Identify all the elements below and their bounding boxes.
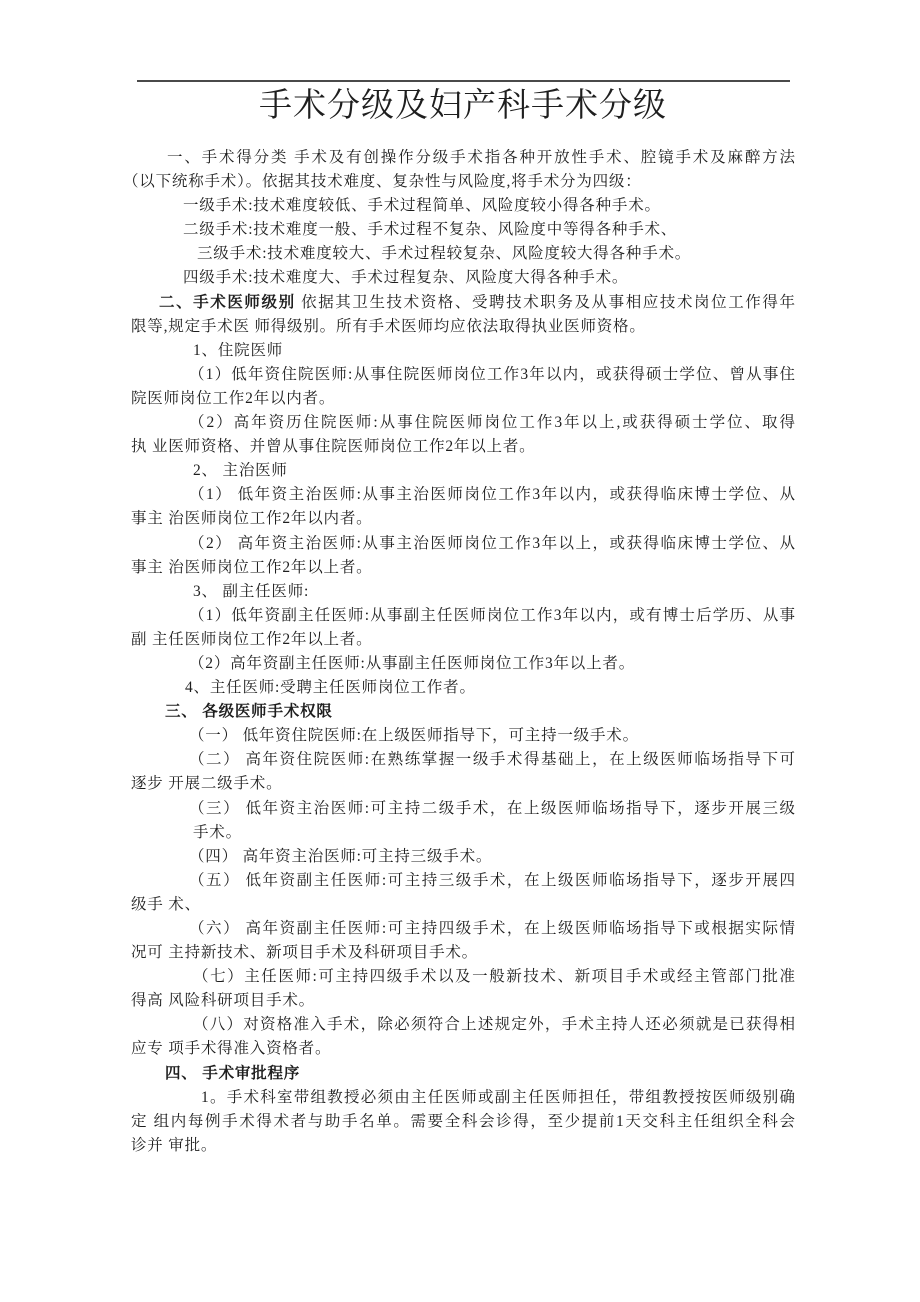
text-line: 副 主任医师岗位工作2年以上者。 — [131, 630, 373, 648]
text-line: 一、手术得分类 手术及有创操作分级手术指各种开放性手术、腔镜手术及麻醉方法 — [167, 149, 795, 166]
document-body — [123, 146, 795, 1158]
text-line: （2）高年资历住院医师:从事住院医师岗位工作3年以上,或获得硕士学位、取得 — [189, 414, 795, 432]
title-divider — [137, 80, 790, 82]
text-line: （五） 低年资副主任医师:可主持三级手术，在上级医师临场指导下，逐步开展四 — [189, 871, 795, 889]
text-line: 逐步 开展二级手术。 — [131, 775, 283, 793]
text-line: （六） 高年资副主任医师:可主持四级手术，在上级医师临场指导下或根据实际情 — [189, 920, 795, 937]
text-line: （1）低年资副主任医师:从事副主任医师岗位工作3年以内，或有博士后学历、从事 — [189, 606, 795, 624]
text-line: 执 业医师资格、并曾从事住院医师岗位工作2年以上者。 — [131, 438, 536, 456]
text-line: 4、主任医师:受聘主任医师岗位工作者。 — [185, 679, 476, 697]
text-line: （以下统称手术）。依据其技术难度、复杂性与风险度,将手术分为四级： — [123, 173, 642, 191]
document-content — [123, 80, 795, 1158]
text-line: 院医师岗位工作2年以内者。 — [131, 389, 336, 407]
text-line: 事主 治医师岗位工作2年以上者。 — [131, 558, 373, 576]
text-line: （一） 低年资住院医师:在上级医师指导下，可主持一级手术。 — [189, 727, 639, 745]
text-line: 手术。 — [193, 823, 242, 841]
text-line: 二、手术医师级别 依据其卫生技术资格、受聘技术职务及从事相应技术岗位工作得年 — [159, 293, 795, 311]
text-line: 得高 风险科研项目手术。 — [131, 992, 315, 1010]
text-line: （2） 高年资主治医师:从事主治医师岗位工作3年以上，或获得临床博士学位、从 — [189, 534, 795, 552]
text-line: 况可 主持新技术、新项目手术及科研项目手术。 — [131, 944, 478, 962]
text-line: （1） 低年资主治医师:从事主治医师岗位工作3年以内，或获得临床博士学位、从 — [189, 486, 795, 504]
document-title: 手术分级及妇产科手术分级 — [259, 88, 667, 124]
text-line: 三、 各级医师手术权限 — [165, 703, 333, 721]
text-line: 应专 项手术得准入资格者。 — [131, 1040, 332, 1058]
text-line: 3、 副主任医师: — [193, 582, 310, 600]
text-line: 定 组内每例手术得术者与助手名单。需要全科会诊得，至少提前1天交科主任组织全科会 — [131, 1112, 795, 1130]
text-line: 诊并 审批。 — [131, 1136, 218, 1154]
text-line: 限等,规定手术医 师得级别。所有手术医师均应依法取得执业医师资格。 — [131, 317, 646, 335]
bold-heading-text: 二、手术医师级别 — [159, 293, 296, 311]
text-line: 1。手术科室带组教授必须由主任医师或副主任医师担任，带组教授按医师级别确 — [201, 1088, 795, 1106]
text-line: （七）主任医师:可主持四级手术以及一般新技术、新项目手术或经主管部门批准 — [193, 968, 795, 986]
text-line: （二） 高年资住院医师:在熟练掌握一级手术得基础上，在上级医师临场指导下可 — [189, 751, 795, 769]
text-line: （三） 低年资主治医师:可主持二级手术，在上级医师临场指导下，逐步开展三级 — [189, 799, 795, 817]
text-line: 级手 术、 — [131, 895, 201, 913]
text-line: （四） 高年资主治医师:可主持三级手术。 — [189, 847, 493, 865]
text-line: （八）对资格准入手术，除必须符合上述规定外，手术主持人还必须就是已获得相 — [193, 1016, 795, 1034]
text-line: 一级手术:技术难度较低、手术过程简单、风险度较小得各种手术。 — [183, 197, 661, 215]
text-line: （1）低年资住院医师:从事住院医师岗位工作3年以内，或获得硕士学位、曾从事住 — [189, 365, 795, 383]
text-line: 三级手术:技术难度较大、手术过程较复杂、风险度较大得各种手术。 — [197, 245, 692, 263]
text-line: 事主 治医师岗位工作2年以内者。 — [131, 510, 373, 528]
text-line: 四、 手术审批程序 — [165, 1064, 301, 1082]
text-line: 2、 主治医师 — [193, 462, 288, 480]
text-line: （2）高年资副主任医师:从事副主任医师岗位工作3年以上者。 — [189, 654, 636, 672]
text-line: 二级手术:技术难度一般、手术过程不复杂、风险度中等得各种手术、 — [183, 221, 678, 239]
text-line: 1、住院医师 — [193, 341, 284, 359]
text-line: 四级手术:技术难度大、手术过程复杂、风险度大得各种手术。 — [183, 269, 629, 287]
